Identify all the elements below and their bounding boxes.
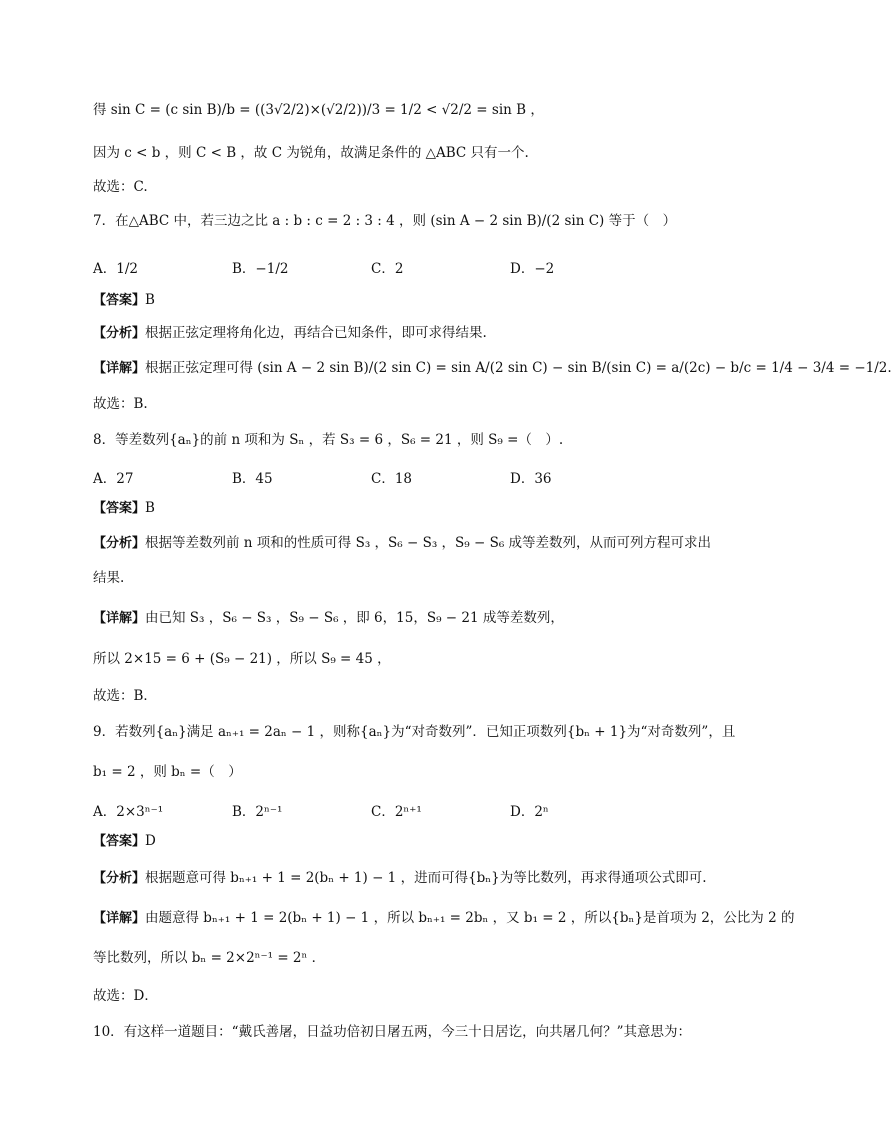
- question-9-cont: b₁ = 2 ，则 bₙ =（ ）: [93, 764, 242, 780]
- q7-option-a: A．1/2: [93, 261, 138, 277]
- q7-detail: [93, 358, 892, 379]
- q8-analysis: [93, 533, 711, 554]
- q9-option-c: C．2ⁿ⁺¹: [371, 804, 422, 820]
- analysis-text: 根据正弦定理将角化边，再结合已知条件，即可求得结果.: [145, 325, 487, 341]
- answer-value: B: [145, 500, 155, 516]
- analysis-tag: 【分析】: [93, 536, 146, 551]
- q8-detail: [93, 608, 564, 629]
- q9-answer: [93, 831, 156, 852]
- question-10: 10．有这样一道题目：“戴氏善屠，日益功倍初日屠五两，今三十日居讫，向共屠几何？”其意思为：: [93, 1024, 691, 1040]
- q8-select: 故选：B．: [93, 688, 157, 704]
- q9-detail-cont: 等比数列，所以 bₙ = 2×2ⁿ⁻¹ = 2ⁿ ．: [93, 950, 326, 966]
- detail-tag: 【详解】: [93, 611, 146, 626]
- q7-option-c: C．2: [371, 261, 404, 277]
- q9-option-d: D．2ⁿ: [510, 804, 549, 820]
- answer-value: D: [145, 833, 156, 849]
- detail-text: 由已知 S₃ ，S₆ − S₃ ，S₉ − S₆ ，即 6，15，S₉ − 21 成等差数列，: [145, 610, 564, 626]
- detail-tag: 【详解】: [93, 361, 146, 376]
- q7-answer: [93, 290, 155, 311]
- analysis-text: 根据题意可得 bₙ₊₁ + 1 = 2(bₙ + 1) − 1 ，进而可得{bₙ}为等比数列，再求得通项公式即可.: [145, 870, 707, 886]
- analysis-tag: 【分析】: [93, 326, 146, 341]
- detail-tag: 【详解】: [93, 911, 146, 926]
- answer-tag: 【答案】: [93, 834, 146, 849]
- q7-analysis: [93, 323, 487, 344]
- q8-option-c: C．18: [371, 471, 413, 487]
- q8-detail-cont: 所以 2×15 = 6 + (S₉ − 21) ，所以 S₉ = 45 ，: [93, 651, 391, 667]
- detail-text: 由题意得 bₙ₊₁ + 1 = 2(bₙ + 1) − 1 ，所以 bₙ₊₁ = 2bₙ ，又 b₁ = 2 ，所以{bₙ}是首项为 2，公比为 2 的: [145, 910, 795, 926]
- analysis-text: 根据等差数列前 n 项和的性质可得 S₃ ，S₆ − S₃ ，S₉ − S₆ 成等差数列，从而可列方程可求出: [145, 535, 712, 551]
- question-9: 9．若数列{aₙ}满足 aₙ₊₁ = 2aₙ − 1 ，则称{aₙ}为“对奇数列”．已知正项数列{bₙ + 1}为“对奇数列”，且: [93, 724, 736, 740]
- solution-line-acute: 因为 c < b ，则 C < B ，故 C 为锐角，故满足条件的 △ABC 只有一个.: [93, 145, 529, 161]
- analysis-tag: 【分析】: [93, 871, 146, 886]
- q9-analysis: [93, 868, 707, 889]
- q8-answer: [93, 498, 155, 519]
- answer-value: B: [145, 292, 155, 308]
- question-8: 8．等差数列{aₙ}的前 n 项和为 Sₙ ，若 S₃ = 6 ，S₆ = 21 ，则 S₉ =（ ）.: [93, 432, 564, 448]
- q8-option-b: B．45: [232, 471, 273, 487]
- q8-analysis-cont: 结果.: [93, 570, 125, 586]
- answer-tag: 【答案】: [93, 293, 146, 308]
- answer-tag: 【答案】: [93, 501, 146, 516]
- answer-select-6: 故选：C.: [93, 179, 148, 195]
- q9-select: 故选：D．: [93, 988, 158, 1004]
- q9-option-b: B．2ⁿ⁻¹: [232, 804, 283, 820]
- solution-line-sinC: 得 sin C = (c sin B)/b = ((3√2/2)×(√2/2))/3 = 1/2 < √2/2 = sin B ，: [93, 102, 544, 118]
- q8-option-a: A．27: [93, 471, 134, 487]
- q9-option-a: A．2×3ⁿ⁻¹: [93, 804, 164, 820]
- detail-text: 根据正弦定理可得 (sin A − 2 sin B)/(2 sin C) = sin A/(2 sin C) − sin B/(sin C) = a/(2c) − b/c = 1/4 − 3/4 = −1/2.: [145, 360, 892, 376]
- question-7: 7．在△ABC 中，若三边之比 a : b : c = 2 : 3 : 4 ，则 (sin A − 2 sin B)/(2 sin C) 等于（ ）: [93, 213, 677, 229]
- q8-option-d: D．36: [510, 471, 552, 487]
- q9-detail: [93, 908, 794, 929]
- q7-select: 故选：B.: [93, 396, 148, 412]
- q7-option-d: D．−2: [510, 261, 555, 277]
- q7-option-b: B．−1/2: [232, 261, 289, 277]
